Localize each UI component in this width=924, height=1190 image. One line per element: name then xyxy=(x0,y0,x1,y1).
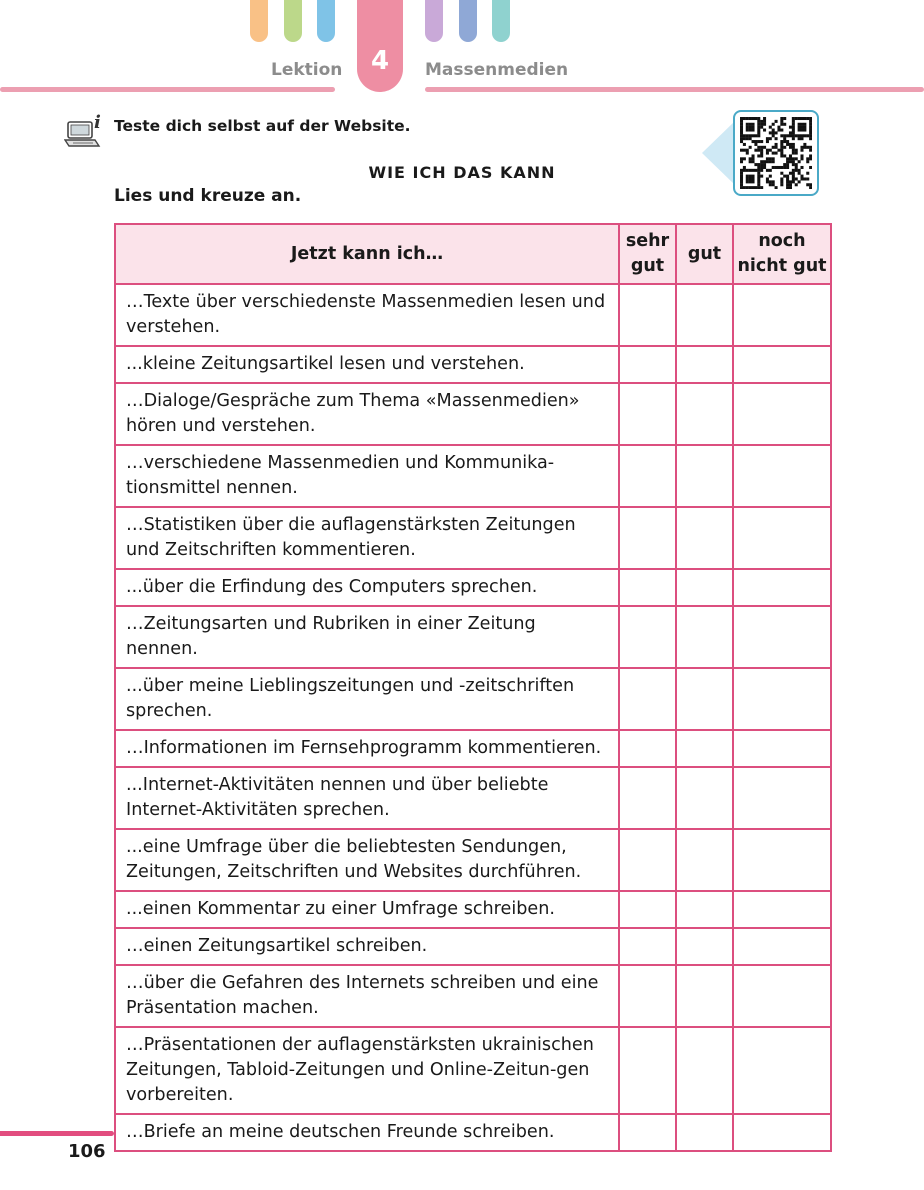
skill-text: ...über meine Lieblingszeitungen und -zeitschriften sprechen. xyxy=(115,668,619,730)
checkbox-noch-nicht-gut[interactable] xyxy=(733,1114,831,1151)
table-row xyxy=(115,284,831,346)
topic-title: Massenmedien xyxy=(425,60,569,80)
skill-text: ...eine Umfrage über die beliebtesten Sendungen, Zeitungen, Zeitschriften und Websites durchführen. xyxy=(115,829,619,891)
checkbox-gut[interactable] xyxy=(676,1027,733,1114)
checkbox-sehr-gut[interactable] xyxy=(619,965,676,1027)
checkbox-gut[interactable] xyxy=(676,569,733,606)
checkbox-sehr-gut[interactable] xyxy=(619,284,676,346)
table-row xyxy=(115,1114,831,1151)
table-row xyxy=(115,383,831,445)
checkbox-noch-nicht-gut[interactable] xyxy=(733,507,831,569)
checkbox-noch-nicht-gut[interactable] xyxy=(733,965,831,1027)
checkbox-noch-nicht-gut[interactable] xyxy=(733,767,831,829)
checkbox-gut[interactable] xyxy=(676,928,733,965)
table-row xyxy=(115,928,831,965)
checkbox-noch-nicht-gut[interactable] xyxy=(733,606,831,668)
checkbox-sehr-gut[interactable] xyxy=(619,1114,676,1151)
header-tab-decoration xyxy=(317,0,335,42)
skill-text: ...einen Kommentar zu einer Umfrage schreiben. xyxy=(115,891,619,928)
footer-rule xyxy=(0,1131,114,1136)
page-title: WIE ICH DAS KANN xyxy=(368,163,556,182)
checkbox-noch-nicht-gut[interactable] xyxy=(733,829,831,891)
checkbox-sehr-gut[interactable] xyxy=(619,507,676,569)
header-tab-decoration xyxy=(492,0,510,42)
checkbox-noch-nicht-gut[interactable] xyxy=(733,346,831,383)
skill-text: …Zeitungsarten und Rubriken in einer Zeitung nennen. xyxy=(115,606,619,668)
checkbox-gut[interactable] xyxy=(676,891,733,928)
checkbox-noch-nicht-gut[interactable] xyxy=(733,928,831,965)
checkbox-gut[interactable] xyxy=(676,507,733,569)
skill-text: …verschiedene Massenmedien und Kommunika-tionsmittel nennen. xyxy=(115,445,619,507)
lektion-label: Lektion xyxy=(271,60,343,80)
header-sehr-gut: sehr gut xyxy=(619,224,676,284)
table-row xyxy=(115,767,831,829)
checkbox-sehr-gut[interactable] xyxy=(619,668,676,730)
checkbox-noch-nicht-gut[interactable] xyxy=(733,445,831,507)
table-row xyxy=(115,965,831,1027)
table-row xyxy=(115,891,831,928)
checkbox-sehr-gut[interactable] xyxy=(619,569,676,606)
checkbox-noch-nicht-gut[interactable] xyxy=(733,1027,831,1114)
checkbox-gut[interactable] xyxy=(676,668,733,730)
svg-text:i: i xyxy=(94,112,101,133)
skill-text: …Texte über verschiedenste Massenmedien lesen und verstehen. xyxy=(115,284,619,346)
skill-text: …Dialoge/Gespräche zum Thema «Massenmedien» hören und verstehen. xyxy=(115,383,619,445)
checkbox-noch-nicht-gut[interactable] xyxy=(733,569,831,606)
header-tab-decoration xyxy=(284,0,302,42)
checkbox-gut[interactable] xyxy=(676,606,733,668)
checkbox-sehr-gut[interactable] xyxy=(619,606,676,668)
table-header-row xyxy=(115,224,831,284)
qr-code[interactable] xyxy=(733,110,819,196)
checkbox-sehr-gut[interactable] xyxy=(619,1027,676,1114)
skill-text: ...über die Erfindung des Computers sprechen. xyxy=(115,569,619,606)
checkbox-gut[interactable] xyxy=(676,767,733,829)
checkbox-sehr-gut[interactable] xyxy=(619,928,676,965)
checkbox-noch-nicht-gut[interactable] xyxy=(733,891,831,928)
table-row xyxy=(115,730,831,767)
header-rule-left xyxy=(0,87,335,92)
lektion-number: 4 xyxy=(370,46,390,76)
checkbox-gut[interactable] xyxy=(676,965,733,1027)
checkbox-sehr-gut[interactable] xyxy=(619,829,676,891)
skill-text: ...Internet-Aktivitäten nennen und über beliebte Internet-Aktivitäten sprechen. xyxy=(115,767,619,829)
table-row xyxy=(115,606,831,668)
header-tab-decoration xyxy=(459,0,477,42)
skill-text: ...kleine Zeitungsartikel lesen und verstehen. xyxy=(115,346,619,383)
checkbox-sehr-gut[interactable] xyxy=(619,383,676,445)
skill-text: …Informationen im Fernsehprogramm kommentieren. xyxy=(115,730,619,767)
checkbox-gut[interactable] xyxy=(676,284,733,346)
header-gut: gut xyxy=(676,224,733,284)
checkbox-gut[interactable] xyxy=(676,1114,733,1151)
header-skill: Jetzt kann ich… xyxy=(115,224,619,284)
checkbox-sehr-gut[interactable] xyxy=(619,767,676,829)
instruction: Lies und kreuze an. xyxy=(114,186,302,206)
self-assessment-table xyxy=(114,223,832,1152)
website-note: Teste dich selbst auf der Website. xyxy=(114,117,411,135)
table-row xyxy=(115,346,831,383)
checkbox-gut[interactable] xyxy=(676,730,733,767)
checkbox-noch-nicht-gut[interactable] xyxy=(733,284,831,346)
checkbox-sehr-gut[interactable] xyxy=(619,730,676,767)
checkbox-gut[interactable] xyxy=(676,445,733,507)
header-tab-decoration xyxy=(425,0,443,42)
checkbox-gut[interactable] xyxy=(676,346,733,383)
table-row xyxy=(115,1027,831,1114)
skill-text: …einen Zeitungsartikel schreiben. xyxy=(115,928,619,965)
header-tab-decoration xyxy=(250,0,268,42)
table-row xyxy=(115,668,831,730)
skill-text: …Statistiken über die auflagenstärksten Zeitungen und Zeitschriften kommentieren. xyxy=(115,507,619,569)
header-noch-nicht-gut: noch nicht gut xyxy=(733,224,831,284)
laptop-info-icon xyxy=(64,112,104,150)
checkbox-noch-nicht-gut[interactable] xyxy=(733,383,831,445)
table-row xyxy=(115,445,831,507)
checkbox-gut[interactable] xyxy=(676,829,733,891)
checkbox-noch-nicht-gut[interactable] xyxy=(733,668,831,730)
checkbox-sehr-gut[interactable] xyxy=(619,891,676,928)
page-number: 106 xyxy=(68,1141,106,1162)
table-row xyxy=(115,569,831,606)
checkbox-gut[interactable] xyxy=(676,383,733,445)
skill-text: …Präsentationen der auflagenstärksten ukrainischen Zeitungen, Tabloid-Zeitungen und Online-Zeitun-gen vorbereiten. xyxy=(115,1027,619,1114)
checkbox-noch-nicht-gut[interactable] xyxy=(733,730,831,767)
header-rule-right xyxy=(425,87,924,92)
table-row xyxy=(115,507,831,569)
skill-text: …über die Gefahren des Internets schreiben und eine Präsentation machen. xyxy=(115,965,619,1027)
checkbox-sehr-gut[interactable] xyxy=(619,445,676,507)
skill-text: …Briefe an meine deutschen Freunde schreiben. xyxy=(115,1114,619,1151)
checkbox-sehr-gut[interactable] xyxy=(619,346,676,383)
table-row xyxy=(115,829,831,891)
